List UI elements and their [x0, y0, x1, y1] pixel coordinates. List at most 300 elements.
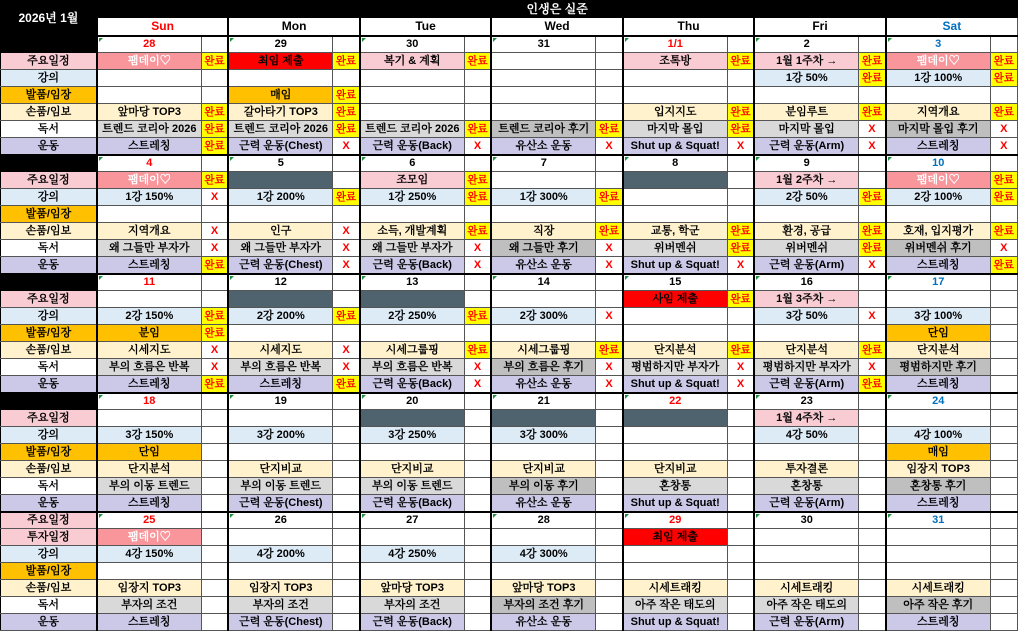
row-label[interactable]: 강의 [1, 308, 97, 325]
task-cell[interactable]: Shut up & Squat! [623, 257, 727, 275]
task-cell[interactable]: 혼창통 [623, 478, 727, 495]
status-cell[interactable]: X [859, 359, 886, 376]
status-cell[interactable]: 완료 [333, 87, 360, 104]
task-cell[interactable] [623, 325, 727, 342]
row-label[interactable]: 운동 [1, 257, 97, 275]
status-cell[interactable]: 완료 [990, 223, 1017, 240]
status-cell[interactable]: 완료 [859, 342, 886, 359]
task-cell[interactable]: 부의 이동 트렌드 [97, 478, 201, 495]
status-cell[interactable] [333, 70, 360, 87]
status-cell[interactable] [990, 597, 1017, 614]
date-cell[interactable]: 15 [623, 274, 727, 291]
status-cell[interactable]: 완료 [859, 376, 886, 394]
status-cell[interactable]: 완료 [859, 223, 886, 240]
status-cell[interactable] [464, 393, 491, 410]
task-cell[interactable]: 직장 [491, 223, 595, 240]
task-cell[interactable]: 단지비교 [491, 461, 595, 478]
status-cell[interactable] [464, 274, 491, 291]
status-cell[interactable] [990, 461, 1017, 478]
task-cell[interactable]: 근력 운동(Back) [360, 138, 464, 156]
task-cell[interactable] [97, 410, 201, 427]
row-label[interactable]: 운동 [1, 138, 97, 156]
status-cell[interactable] [727, 444, 754, 461]
task-cell[interactable] [228, 70, 332, 87]
status-cell[interactable] [464, 529, 491, 546]
status-cell[interactable] [727, 597, 754, 614]
status-cell[interactable]: X [727, 257, 754, 275]
date-cell[interactable]: 23 [754, 393, 858, 410]
task-cell[interactable] [623, 444, 727, 461]
status-cell[interactable]: 완료 [596, 189, 623, 206]
status-cell[interactable] [201, 274, 228, 291]
task-cell[interactable]: 매임 [228, 87, 332, 104]
task-cell[interactable]: 앞마당 TOP3 [97, 104, 201, 121]
status-cell[interactable] [464, 325, 491, 342]
task-cell[interactable] [360, 87, 464, 104]
status-cell[interactable] [990, 546, 1017, 563]
status-cell[interactable] [727, 87, 754, 104]
task-cell[interactable]: 근력 운동(Back) [360, 376, 464, 394]
task-cell[interactable]: 스트레칭 [886, 376, 990, 394]
status-cell[interactable] [464, 495, 491, 513]
day-header-tue[interactable]: Tue [360, 18, 491, 37]
date-cell[interactable]: 29 [228, 36, 332, 53]
week-date-row-label[interactable]: 주요일정 [1, 512, 97, 529]
status-cell[interactable] [859, 478, 886, 495]
task-cell[interactable] [97, 70, 201, 87]
row-label[interactable]: 투자일정 [1, 529, 97, 546]
status-cell[interactable] [859, 87, 886, 104]
task-cell[interactable]: 팸데이♡ [886, 172, 990, 189]
status-cell[interactable] [727, 427, 754, 444]
status-cell[interactable]: 완료 [859, 104, 886, 121]
row-label[interactable]: 발품/임장 [1, 563, 97, 580]
status-cell[interactable]: X [333, 240, 360, 257]
task-cell[interactable]: 앞마당 TOP3 [491, 580, 595, 597]
task-cell[interactable]: 조톡방 [623, 53, 727, 70]
status-cell[interactable] [859, 325, 886, 342]
date-cell[interactable]: 31 [491, 36, 595, 53]
task-cell[interactable]: 부의 이동 트렌드 [228, 478, 332, 495]
status-cell[interactable] [859, 580, 886, 597]
task-cell[interactable] [886, 563, 990, 580]
task-cell[interactable]: 스트레칭 [886, 495, 990, 513]
status-cell[interactable] [859, 206, 886, 223]
task-cell[interactable]: 왜 그들만 부자가 [228, 240, 332, 257]
day-header-sun[interactable]: Sun [97, 18, 228, 37]
row-label[interactable]: 독서 [1, 478, 97, 495]
task-cell[interactable] [623, 70, 727, 87]
task-cell[interactable] [754, 529, 858, 546]
status-cell[interactable] [990, 478, 1017, 495]
row-label[interactable]: 손품/임보 [1, 461, 97, 478]
row-label[interactable]: 주요일정 [1, 410, 97, 427]
task-cell[interactable]: 2강 250% [360, 308, 464, 325]
status-cell[interactable] [990, 206, 1017, 223]
task-cell[interactable] [360, 104, 464, 121]
status-cell[interactable] [990, 512, 1017, 529]
day-header-thu[interactable]: Thu [623, 18, 754, 37]
status-cell[interactable] [990, 155, 1017, 172]
row-label[interactable]: 발품/임장 [1, 444, 97, 461]
status-cell[interactable]: 완료 [464, 53, 491, 70]
task-cell[interactable]: 2강 50% [754, 189, 858, 206]
row-label[interactable]: 손품/임보 [1, 580, 97, 597]
task-cell[interactable]: 유산소 운동 [491, 257, 595, 275]
status-cell[interactable] [333, 155, 360, 172]
task-cell[interactable]: 1월 1주차 → [754, 53, 858, 70]
row-label[interactable]: 운동 [1, 376, 97, 394]
task-cell[interactable]: 트렌드 코리아 후기 [491, 121, 595, 138]
status-cell[interactable] [727, 325, 754, 342]
status-cell[interactable] [596, 274, 623, 291]
row-label[interactable]: 독서 [1, 597, 97, 614]
status-cell[interactable] [596, 87, 623, 104]
status-cell[interactable] [596, 512, 623, 529]
row-label[interactable]: 독서 [1, 121, 97, 138]
status-cell[interactable] [990, 410, 1017, 427]
task-cell[interactable]: 단지분석 [97, 461, 201, 478]
task-cell[interactable]: 4강 300% [491, 546, 595, 563]
status-cell[interactable]: 완료 [333, 121, 360, 138]
task-cell[interactable]: 근력 운동(Back) [360, 614, 464, 631]
status-cell[interactable]: 완료 [201, 104, 228, 121]
status-cell[interactable] [596, 70, 623, 87]
task-cell[interactable]: 트렌드 코리아 2026 [228, 121, 332, 138]
status-cell[interactable] [727, 206, 754, 223]
date-cell[interactable]: 28 [491, 512, 595, 529]
date-cell[interactable]: 11 [97, 274, 201, 291]
task-cell[interactable]: 트렌드 코리아 2026 [97, 121, 201, 138]
task-cell[interactable]: 근력 운동(Back) [360, 495, 464, 513]
status-cell[interactable] [990, 393, 1017, 410]
status-cell[interactable] [990, 291, 1017, 308]
status-cell[interactable] [727, 410, 754, 427]
status-cell[interactable]: 완료 [464, 189, 491, 206]
task-cell[interactable] [228, 410, 332, 427]
status-cell[interactable] [201, 495, 228, 513]
day-header-fri[interactable]: Fri [754, 18, 885, 37]
status-cell[interactable] [333, 529, 360, 546]
task-cell[interactable] [360, 325, 464, 342]
task-cell[interactable]: 시세지도 [97, 342, 201, 359]
task-cell[interactable] [623, 427, 727, 444]
task-cell[interactable]: 평범하지만 부자가 [754, 359, 858, 376]
status-cell[interactable] [596, 291, 623, 308]
row-label[interactable]: 운동 [1, 614, 97, 631]
status-cell[interactable] [596, 393, 623, 410]
status-cell[interactable] [333, 206, 360, 223]
status-cell[interactable] [596, 325, 623, 342]
status-cell[interactable] [596, 36, 623, 53]
status-cell[interactable]: X [859, 121, 886, 138]
filled-cell[interactable] [228, 172, 332, 189]
row-label[interactable]: 강의 [1, 189, 97, 206]
status-cell[interactable] [596, 155, 623, 172]
task-cell[interactable]: 분임 [97, 325, 201, 342]
status-cell[interactable] [727, 580, 754, 597]
status-cell[interactable] [859, 512, 886, 529]
date-cell[interactable]: 12 [228, 274, 332, 291]
task-cell[interactable] [97, 563, 201, 580]
status-cell[interactable] [201, 580, 228, 597]
task-cell[interactable]: 단지분석 [623, 342, 727, 359]
status-cell[interactable] [333, 427, 360, 444]
task-cell[interactable]: 단임 [97, 444, 201, 461]
task-cell[interactable] [360, 563, 464, 580]
task-cell[interactable]: 부의 흐름은 반복 [228, 359, 332, 376]
day-header-wed[interactable]: Wed [491, 18, 622, 37]
task-cell[interactable]: Shut up & Squat! [623, 138, 727, 156]
status-cell[interactable] [201, 87, 228, 104]
status-cell[interactable] [859, 155, 886, 172]
status-cell[interactable] [333, 495, 360, 513]
task-cell[interactable]: 3강 50% [754, 308, 858, 325]
task-cell[interactable]: 4강 100% [886, 427, 990, 444]
status-cell[interactable] [727, 393, 754, 410]
row-label[interactable]: 독서 [1, 240, 97, 257]
task-cell[interactable]: 단지비교 [623, 461, 727, 478]
status-cell[interactable]: 완료 [859, 70, 886, 87]
task-cell[interactable]: 1월 4주차 → [754, 410, 858, 427]
date-cell[interactable]: 4 [97, 155, 201, 172]
task-cell[interactable]: 스트레칭 [886, 614, 990, 631]
status-cell[interactable] [464, 614, 491, 631]
status-cell[interactable] [596, 461, 623, 478]
status-cell[interactable]: 완료 [596, 223, 623, 240]
task-cell[interactable] [754, 206, 858, 223]
row-label[interactable]: 강의 [1, 427, 97, 444]
status-cell[interactable] [727, 529, 754, 546]
status-cell[interactable]: X [859, 257, 886, 275]
task-cell[interactable]: 1강 300% [491, 189, 595, 206]
status-cell[interactable]: 완료 [201, 308, 228, 325]
task-cell[interactable]: 4강 150% [97, 546, 201, 563]
status-cell[interactable] [990, 580, 1017, 597]
status-cell[interactable] [727, 546, 754, 563]
status-cell[interactable]: 완료 [859, 53, 886, 70]
task-cell[interactable] [97, 206, 201, 223]
task-cell[interactable] [228, 206, 332, 223]
task-cell[interactable]: 복기 & 계획 [360, 53, 464, 70]
task-cell[interactable]: 분임루트 [754, 104, 858, 121]
task-cell[interactable]: 1강 150% [97, 189, 201, 206]
status-cell[interactable] [596, 580, 623, 597]
date-cell[interactable]: 8 [623, 155, 727, 172]
task-cell[interactable]: 부의 흐름은 반복 [97, 359, 201, 376]
status-cell[interactable]: X [201, 359, 228, 376]
status-cell[interactable]: 완료 [333, 104, 360, 121]
status-cell[interactable] [990, 529, 1017, 546]
status-cell[interactable] [859, 274, 886, 291]
status-cell[interactable] [596, 427, 623, 444]
task-cell[interactable]: 최임 제출 [623, 529, 727, 546]
status-cell[interactable] [201, 444, 228, 461]
status-cell[interactable]: 완료 [990, 104, 1017, 121]
status-cell[interactable]: X [596, 308, 623, 325]
task-cell[interactable]: 시세지도 [228, 342, 332, 359]
status-cell[interactable] [333, 614, 360, 631]
task-cell[interactable]: 투자결론 [754, 461, 858, 478]
task-cell[interactable]: 시세그룹핑 [491, 342, 595, 359]
status-cell[interactable] [201, 291, 228, 308]
status-cell[interactable]: 완료 [990, 257, 1017, 275]
status-cell[interactable]: X [727, 359, 754, 376]
task-cell[interactable]: 스트레칭 [97, 376, 201, 394]
task-cell[interactable] [623, 563, 727, 580]
status-cell[interactable]: 완료 [333, 189, 360, 206]
task-cell[interactable]: 부의 이동 트렌드 [360, 478, 464, 495]
date-cell[interactable]: 2 [754, 36, 858, 53]
status-cell[interactable] [727, 155, 754, 172]
date-cell[interactable]: 22 [623, 393, 727, 410]
status-cell[interactable]: 완료 [201, 376, 228, 394]
status-cell[interactable] [859, 172, 886, 189]
status-cell[interactable] [596, 478, 623, 495]
status-cell[interactable]: 완료 [464, 121, 491, 138]
task-cell[interactable]: 3강 200% [228, 427, 332, 444]
task-cell[interactable]: 지역개요 [886, 104, 990, 121]
filled-cell[interactable] [623, 172, 727, 189]
date-cell[interactable]: 13 [360, 274, 464, 291]
status-cell[interactable] [859, 546, 886, 563]
status-cell[interactable] [727, 495, 754, 513]
task-cell[interactable] [228, 529, 332, 546]
task-cell[interactable]: 시세그룹핑 [360, 342, 464, 359]
task-cell[interactable] [623, 546, 727, 563]
task-cell[interactable]: 2강 100% [886, 189, 990, 206]
status-cell[interactable]: X [990, 121, 1017, 138]
status-cell[interactable] [464, 291, 491, 308]
status-cell[interactable] [333, 461, 360, 478]
task-cell[interactable]: 교통, 학군 [623, 223, 727, 240]
filled-cell[interactable] [623, 410, 727, 427]
task-cell[interactable]: 팸데이♡ [97, 172, 201, 189]
status-cell[interactable] [201, 206, 228, 223]
status-cell[interactable] [727, 563, 754, 580]
task-cell[interactable]: 입지지도 [623, 104, 727, 121]
task-cell[interactable]: 근력 운동(Arm) [754, 614, 858, 631]
status-cell[interactable] [464, 461, 491, 478]
status-cell[interactable] [201, 393, 228, 410]
status-cell[interactable] [333, 172, 360, 189]
task-cell[interactable]: 왜 그들만 부자가 [97, 240, 201, 257]
date-cell[interactable]: 25 [97, 512, 201, 529]
task-cell[interactable] [97, 291, 201, 308]
status-cell[interactable] [859, 529, 886, 546]
task-cell[interactable]: 아주 작은 태도의 [623, 597, 727, 614]
row-label[interactable]: 주요일정 [1, 291, 97, 308]
status-cell[interactable]: 완료 [333, 308, 360, 325]
status-cell[interactable] [990, 36, 1017, 53]
status-cell[interactable]: 완료 [727, 223, 754, 240]
status-cell[interactable]: 완료 [464, 308, 491, 325]
status-cell[interactable] [727, 478, 754, 495]
status-cell[interactable] [990, 376, 1017, 394]
date-cell[interactable]: 28 [97, 36, 201, 53]
status-cell[interactable] [333, 36, 360, 53]
task-cell[interactable]: 위버멘쉬 [754, 240, 858, 257]
status-cell[interactable] [464, 580, 491, 597]
status-cell[interactable] [201, 70, 228, 87]
task-cell[interactable] [754, 87, 858, 104]
status-cell[interactable] [990, 87, 1017, 104]
status-cell[interactable] [727, 461, 754, 478]
status-cell[interactable] [859, 495, 886, 513]
task-cell[interactable]: 위버멘쉬 후기 [886, 240, 990, 257]
status-cell[interactable] [464, 512, 491, 529]
task-cell[interactable]: 갈아타기 TOP3 [228, 104, 332, 121]
status-cell[interactable] [596, 563, 623, 580]
date-cell[interactable]: 29 [623, 512, 727, 529]
status-cell[interactable]: 완료 [859, 189, 886, 206]
status-cell[interactable]: X [596, 257, 623, 275]
status-cell[interactable] [596, 410, 623, 427]
task-cell[interactable]: 1월 2주차 → [754, 172, 858, 189]
status-cell[interactable] [990, 427, 1017, 444]
status-cell[interactable] [464, 104, 491, 121]
row-label[interactable]: 주요일정 [1, 172, 97, 189]
status-cell[interactable] [596, 546, 623, 563]
task-cell[interactable]: 트렌드 코리아 2026 [360, 121, 464, 138]
status-cell[interactable]: X [859, 138, 886, 156]
status-cell[interactable]: 완료 [201, 121, 228, 138]
task-cell[interactable] [886, 87, 990, 104]
status-cell[interactable]: 완료 [333, 376, 360, 394]
status-cell[interactable]: 완료 [201, 257, 228, 275]
status-cell[interactable]: 완료 [464, 342, 491, 359]
status-cell[interactable]: X [727, 138, 754, 156]
status-cell[interactable] [201, 597, 228, 614]
status-cell[interactable] [596, 53, 623, 70]
task-cell[interactable]: 근력 운동(Arm) [754, 376, 858, 394]
status-cell[interactable] [859, 461, 886, 478]
status-cell[interactable]: X [596, 376, 623, 394]
status-cell[interactable] [727, 614, 754, 631]
date-cell[interactable]: 18 [97, 393, 201, 410]
status-cell[interactable] [596, 172, 623, 189]
status-cell[interactable] [333, 563, 360, 580]
task-cell[interactable]: 왜 그들만 부자가 [360, 240, 464, 257]
row-label[interactable]: 운동 [1, 495, 97, 513]
task-cell[interactable]: 3강 100% [886, 308, 990, 325]
task-cell[interactable]: 마지막 몰입 [623, 121, 727, 138]
status-cell[interactable]: 완료 [333, 53, 360, 70]
status-cell[interactable]: 완료 [596, 342, 623, 359]
status-cell[interactable] [990, 274, 1017, 291]
status-cell[interactable] [859, 291, 886, 308]
row-label[interactable]: 손품/임보 [1, 223, 97, 240]
task-cell[interactable]: 단지분석 [754, 342, 858, 359]
status-cell[interactable]: 완료 [859, 240, 886, 257]
task-cell[interactable]: 아주 작은 태도의 [754, 597, 858, 614]
date-cell[interactable]: 14 [491, 274, 595, 291]
task-cell[interactable]: 부자의 조건 [360, 597, 464, 614]
row-label[interactable]: 발품/임장 [1, 325, 97, 342]
date-cell[interactable]: 5 [228, 155, 332, 172]
status-cell[interactable]: X [596, 240, 623, 257]
status-cell[interactable]: 완료 [990, 172, 1017, 189]
status-cell[interactable] [464, 444, 491, 461]
task-cell[interactable]: 혼창통 후기 [886, 478, 990, 495]
status-cell[interactable] [201, 478, 228, 495]
status-cell[interactable]: 완료 [201, 325, 228, 342]
filled-cell[interactable] [491, 410, 595, 427]
task-cell[interactable]: 1강 100% [886, 70, 990, 87]
status-cell[interactable] [727, 189, 754, 206]
task-cell[interactable] [228, 563, 332, 580]
task-cell[interactable]: 유산소 운동 [491, 376, 595, 394]
